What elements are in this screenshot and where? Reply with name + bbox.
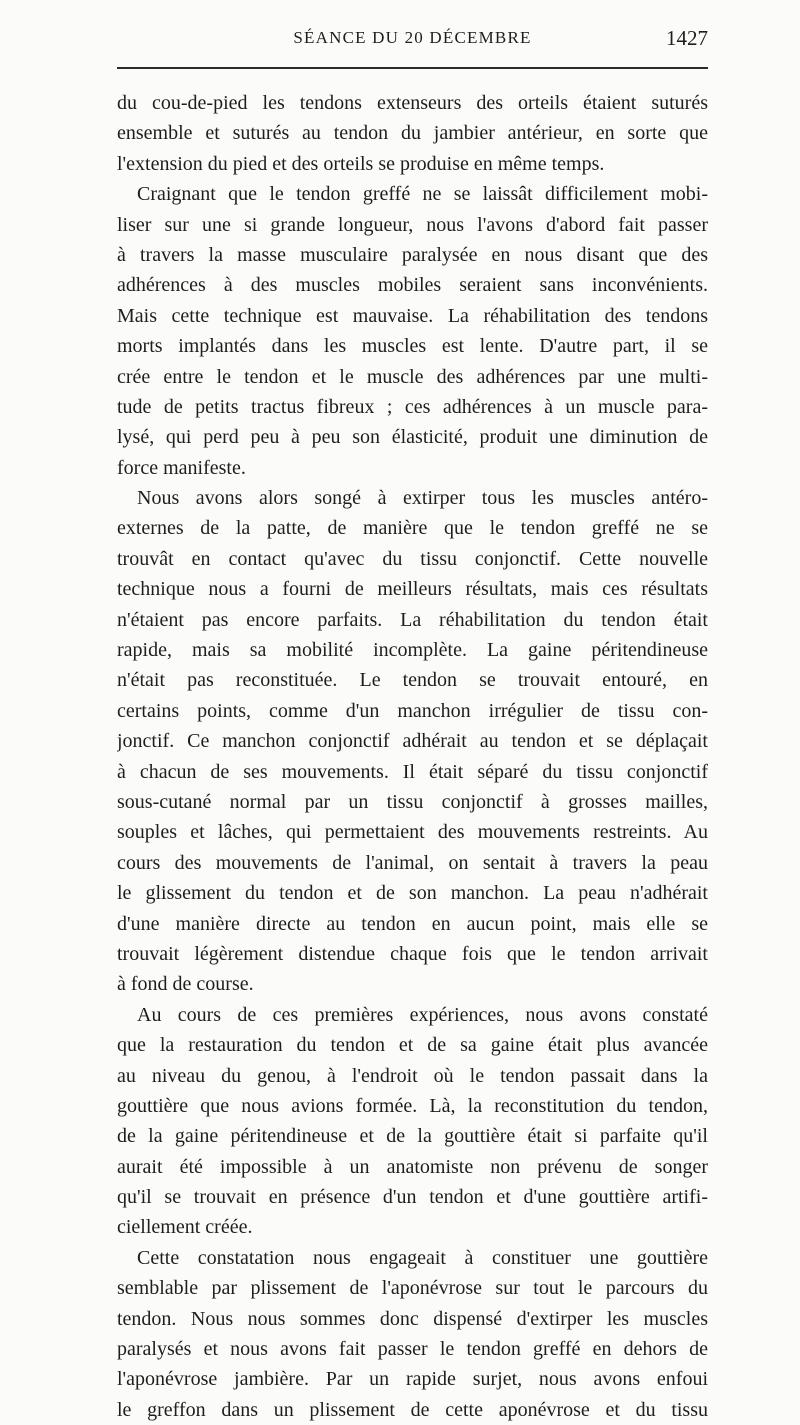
text-line: Mais cette technique est mauvaise. La réhabilitation des tendons <box>117 304 708 327</box>
text-line: certains points, comme d'un manchon irrégulier de tissu con- <box>117 699 708 722</box>
text-line: ciellement créée. <box>117 1216 253 1239</box>
text-line: Au cours de ces premières expériences, nous avons constaté <box>137 1003 708 1026</box>
text-line: n'était pas reconstituée. Le tendon se trouvait entouré, en <box>117 669 708 692</box>
text-line: tendon. Nous nous sommes donc dispensé d'extirper les muscles <box>117 1307 708 1330</box>
text-line: cours des mouvements de l'animal, on sentait à travers la peau <box>117 851 708 874</box>
text-line: le greffon dans un plissement de cette aponévrose et du tissu <box>117 1398 708 1421</box>
text-line: du cou-de-pied les tendons extenseurs des orteils étaient suturés <box>117 92 708 114</box>
text-line: Cette constatation nous engageait à constituer une gouttière <box>137 1246 708 1269</box>
text-line: au niveau du genou, à l'endroit où le tendon passait dans la <box>117 1064 708 1087</box>
text-line: tude de petits tractus fibreux ; ces adhérences à un muscle para- <box>117 395 708 418</box>
text-line: souples et lâches, qui permettaient des mouvements restreints. Au <box>117 821 708 844</box>
text-line: semblable par plissement de l'aponévrose sur tout le parcours du <box>117 1277 708 1300</box>
text-line: à fond de course. <box>117 973 254 996</box>
text-line: l'extension du pied et des orteils se produise en même temps. <box>117 152 605 175</box>
text-line: trouvât en contact qu'avec du tissu conjonctif. Cette nouvelle <box>117 547 708 570</box>
page-number: 1427 <box>666 26 708 50</box>
text-line: force manifeste. <box>117 456 246 479</box>
text-line: Nous avons alors songé à extirper tous les muscles antéro- <box>137 487 708 510</box>
text-line: ensemble et suturés au tendon du jambier antérieur, en sorte que <box>117 122 708 145</box>
text-line: jonctif. Ce manchon conjonctif adhérait au tendon et se déplaçait <box>117 730 708 753</box>
header-rule <box>117 67 708 69</box>
text-line: lysé, qui perd peu à peu son élasticité, produit une diminution de <box>117 426 708 449</box>
text-line: le glissement du tendon et de son manchon. La peau n'adhérait <box>117 882 708 905</box>
text-line: sous-cutané normal par un tissu conjonctif à grosses mailles, <box>117 790 708 813</box>
text-line: aurait été impossible à un anatomiste non prévenu de songer <box>117 1155 708 1178</box>
text-line: à travers la masse musculaire paralysée en nous disant que des <box>117 243 708 266</box>
text-line: Craignant que le tendon greffé ne se laissât difficilement mobi- <box>137 183 708 206</box>
text-line: d'une manière directe au tendon en aucun point, mais elle se <box>117 912 708 935</box>
running-title: SÉANCE DU 20 DÉCEMBRE <box>293 28 532 47</box>
running-head <box>117 24 708 54</box>
text-line: crée entre le tendon et le muscle des adhérences par une multi- <box>117 365 708 388</box>
text-line: n'étaient pas encore parfaits. La réhabilitation du tendon était <box>117 608 708 631</box>
text-line: trouvait légèrement distendue chaque fois que le tendon arrivait <box>117 942 708 965</box>
text-line: qu'il se trouvait en présence d'un tendon et d'une gouttière artifi- <box>117 1186 708 1209</box>
body-text <box>117 88 708 1421</box>
text-line: technique nous a fourni de meilleurs résultats, mais ces résultats <box>117 578 708 601</box>
text-line: l'aponévrose jambière. Par un rapide surjet, nous avons enfoui <box>117 1368 708 1391</box>
text-line: adhérences à des muscles mobiles seraient sans inconvénients. <box>117 274 708 297</box>
text-line: que la restauration du tendon et de sa gaine était plus avancée <box>117 1034 708 1057</box>
text-line: paralysés et nous avons fait passer le tendon greffé en dehors de <box>117 1338 708 1361</box>
text-line: rapide, mais sa mobilité incomplète. La gaine péritendineuse <box>117 639 708 662</box>
text-line: gouttière que nous avions formée. Là, la reconstitution du tendon, <box>117 1094 708 1117</box>
text-line: à chacun de ses mouvements. Il était séparé du tissu conjonctif <box>117 760 708 783</box>
text-line: morts implantés dans les muscles est lente. D'autre part, il se <box>117 335 708 358</box>
text-line: liser sur une si grande longueur, nous l'avons d'abord fait passer <box>117 213 708 236</box>
text-line: de la gaine péritendineuse et de la gouttière était si parfaite qu'il <box>117 1125 708 1148</box>
text-line: externes de la patte, de manière que le tendon greffé ne se <box>117 517 708 540</box>
